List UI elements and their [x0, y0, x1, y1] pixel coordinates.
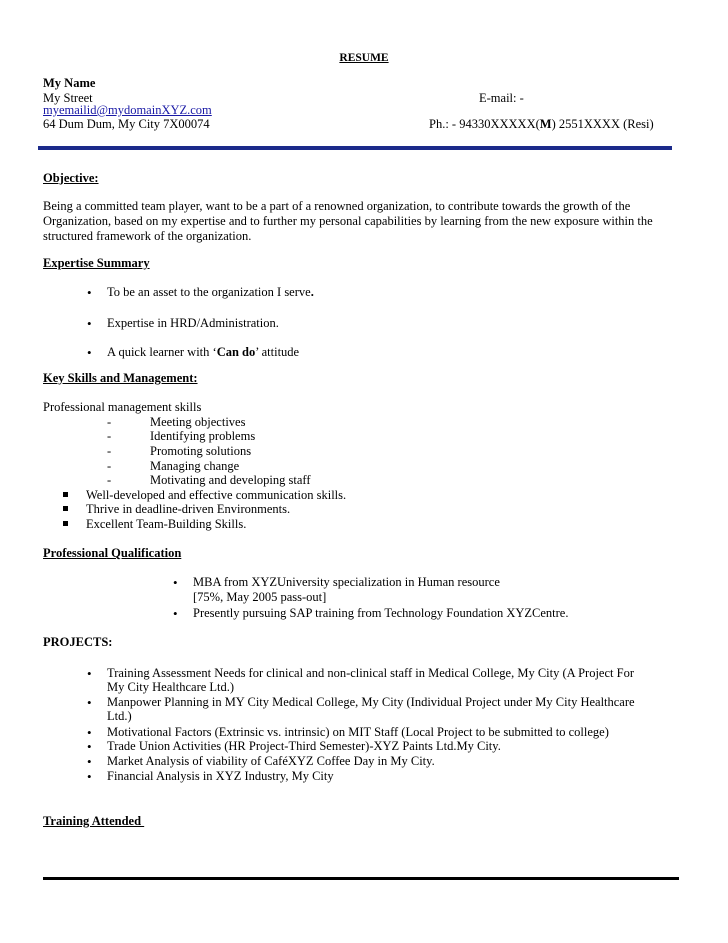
footer-divider — [43, 877, 679, 880]
bullet-icon: • — [173, 575, 178, 590]
objective-line-3: structured framework of the organization. — [43, 229, 252, 243]
expertise-item: Expertise in HRD/Administration. — [107, 316, 279, 330]
project-item: Trade Union Activities (HR Project-Third Semester)-XYZ Paints Ltd.My City. — [107, 739, 501, 753]
bullet-icon: • — [87, 316, 92, 331]
project-item: Manpower Planning in MY City Medical College, My City (Individual Project under My City Healthcare — [107, 695, 635, 709]
header-divider — [38, 146, 672, 150]
skill-sub-item: Promoting solutions — [150, 444, 252, 458]
email-label: E-mail: - — [479, 91, 524, 105]
skill-item: Well-developed and effective communication skills. — [86, 488, 347, 502]
contact-street: My Street — [43, 91, 93, 105]
skill-item: Excellent Team-Building Skills. — [86, 517, 247, 531]
dash-marker: - — [107, 459, 112, 473]
dash-marker: - — [107, 444, 112, 458]
skills-heading: Key Skills and Management: — [43, 371, 198, 385]
qualification-item-detail: [75%, May 2005 pass-out] — [193, 590, 327, 604]
skill-sub-item: Managing change — [150, 459, 240, 473]
square-bullet-icon — [63, 506, 68, 511]
bullet-icon: • — [173, 606, 178, 621]
expertise-item — [107, 345, 299, 360]
expertise-item-period: . — [310, 285, 314, 299]
objective-line-1: Being a committed team player, want to be a part of a renowned organization, to contribute towards the growth of the — [43, 199, 631, 213]
phone-suffix: ) 2551XXXX (Resi) — [551, 117, 654, 131]
bullet-icon: • — [87, 769, 92, 784]
objective-line-2: Organization, based on my expertise and to further my personal capabilities by learning from the new exposure within the — [43, 214, 653, 228]
expertise-item-bold: Can do — [216, 345, 256, 359]
qualification-heading: Professional Qualification — [43, 546, 182, 560]
project-item: Motivational Factors (Extrinsic vs. intrinsic) on MIT Staff (Local Project to be submitted to college) — [107, 725, 609, 739]
bullet-icon: • — [87, 695, 92, 710]
dash-marker: - — [107, 473, 112, 487]
contact-address: 64 Dum Dum, My City 7X00074 — [43, 117, 210, 131]
dash-marker: - — [107, 429, 112, 443]
expertise-heading: Expertise Summary — [43, 256, 150, 270]
email-link[interactable]: myemailid@mydomainXYZ.com — [43, 103, 212, 117]
skill-sub-item: Motivating and developing staff — [150, 473, 311, 487]
training-heading: Training Attended — [43, 814, 145, 828]
bullet-icon: • — [87, 754, 92, 769]
phone-prefix: Ph.: - 94330XXXXX( — [429, 117, 540, 131]
contact-name: My Name — [43, 76, 96, 90]
dash-marker: - — [107, 415, 112, 429]
project-item-cont: My City Healthcare Ltd.) — [107, 680, 235, 694]
resume-title: RESUME — [339, 52, 389, 64]
contact-phone — [429, 117, 654, 132]
project-item: Financial Analysis in XYZ Industry, My City — [107, 769, 334, 783]
skill-sub-item: Meeting objectives — [150, 415, 246, 429]
expertise-item-text: To be an asset to the organization I serve — [107, 285, 311, 299]
square-bullet-icon — [63, 492, 68, 497]
qualification-item: MBA from XYZUniversity specialization in Human resource — [193, 575, 500, 589]
phone-mobile-marker: M — [539, 117, 552, 131]
projects-heading: PROJECTS: — [43, 635, 113, 649]
bullet-icon: • — [87, 285, 92, 300]
bullet-icon: • — [87, 725, 92, 740]
skill-item: Thrive in deadline-driven Environments. — [86, 502, 291, 516]
expertise-item-post: ’ attitude — [255, 345, 300, 359]
project-item-cont: Ltd.) — [107, 709, 132, 723]
expertise-item-pre: A quick learner with ‘ — [107, 345, 217, 359]
skill-sub-item: Identifying problems — [150, 429, 256, 443]
bullet-icon: • — [87, 739, 92, 754]
square-bullet-icon — [63, 521, 68, 526]
bullet-icon: • — [87, 666, 92, 681]
project-item: Market Analysis of viability of CaféXYZ Coffee Day in My City. — [107, 754, 435, 768]
objective-heading: Objective: — [43, 171, 99, 185]
project-item: Training Assessment Needs for clinical and non-clinical staff in Medical College, My City (A Project For — [107, 666, 634, 680]
qualification-item: Presently pursuing SAP training from Technology Foundation XYZCentre. — [193, 606, 569, 620]
skills-intro: Professional management skills — [43, 400, 202, 414]
expertise-item — [107, 285, 314, 300]
bullet-icon: • — [87, 345, 92, 360]
